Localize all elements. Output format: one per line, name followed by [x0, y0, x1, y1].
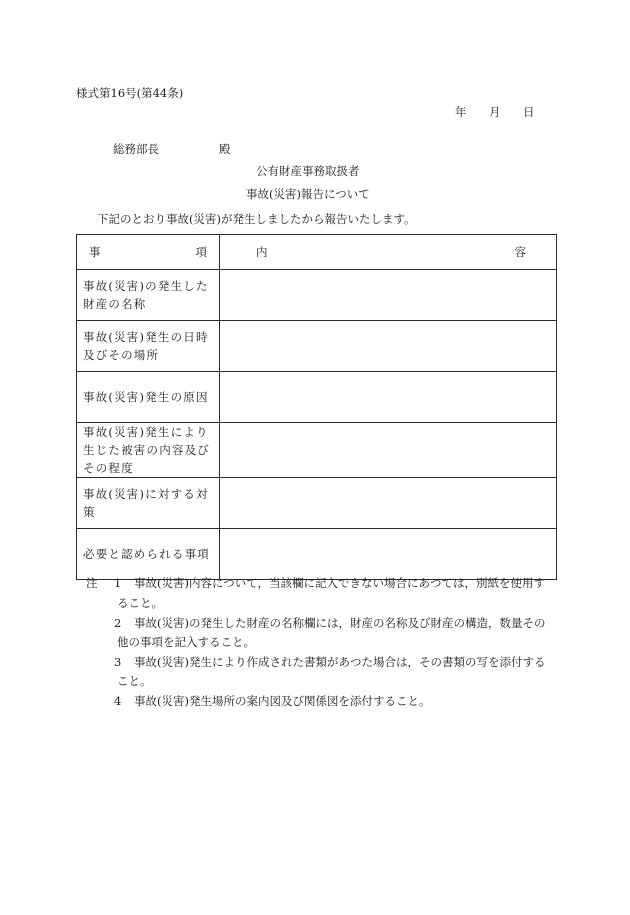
- date-month: 月: [489, 105, 501, 119]
- row-value-field[interactable]: [220, 478, 557, 529]
- table-header-row: [77, 235, 557, 270]
- row-value-field[interactable]: [220, 321, 557, 372]
- note-1: [86, 574, 545, 592]
- date-day: 日: [523, 105, 535, 119]
- note-number: 1: [114, 576, 122, 590]
- note-number: 3: [114, 655, 122, 669]
- note-2: [114, 614, 545, 632]
- row-label: 事故(災害)発生により生じた被害の内容及びその程度: [77, 423, 220, 478]
- note-text-line1: 事故(災害)発生により作成された書類があつた場合は，その書類の写を添付する: [134, 655, 546, 669]
- header-item-char-2: 項: [195, 245, 207, 259]
- note-number: 2: [114, 616, 122, 630]
- note-text-line2: ること。: [117, 596, 163, 610]
- note-text-line1: 事故(災害)の発生した財産の名称欄には，財産の名称及び財産の構造，数量その: [134, 616, 546, 630]
- header-content: [220, 235, 557, 270]
- addressee-honorific: 殿: [219, 142, 231, 156]
- note-text-line2: こと。: [117, 674, 152, 688]
- row-value-field[interactable]: [220, 529, 557, 580]
- row-label: 事故(災害)に対する対策: [77, 478, 220, 529]
- sender: 公有財産事務取扱者: [256, 164, 360, 178]
- row-value-field[interactable]: [220, 423, 557, 478]
- note-text-line1: 事故(災害)内容について，当該欄に記入できない場合にあつては，別紙を使用す: [134, 576, 546, 590]
- table-row: [77, 478, 557, 529]
- note-3-cont: [117, 672, 152, 690]
- table-row: [77, 321, 557, 372]
- row-value-field[interactable]: [220, 372, 557, 423]
- table-row: [77, 529, 557, 580]
- note-text-line1: 事故(災害)発生場所の案内図及び関係図を添付すること。: [134, 694, 431, 708]
- addressee: [113, 141, 231, 157]
- report-table: [76, 234, 557, 580]
- row-label: 事故(災害)発生の日時及びその場所: [77, 321, 220, 372]
- header-content-char-2: 容: [514, 245, 526, 259]
- note-text-line2: 他の事項を記入すること。: [117, 635, 255, 649]
- row-label: 事故(災害)発生の原因: [77, 372, 220, 423]
- document-title: 事故(災害)報告について: [246, 187, 370, 201]
- note-number: 4: [114, 694, 122, 708]
- intro-text: 下記のとおり事故(災害)が発生しましたから報告いたします。: [97, 212, 416, 226]
- notes-marker: 注: [86, 576, 98, 590]
- note-3: [114, 653, 545, 671]
- table-row: [77, 423, 557, 478]
- note-2-cont: [117, 633, 255, 651]
- row-label: 事故(災害)の発生した財産の名称: [77, 270, 220, 321]
- table-row: [77, 372, 557, 423]
- addressee-name: 総務部長: [113, 142, 159, 156]
- form-number: 様式第16号(第44条): [76, 86, 184, 100]
- note-1-cont: [117, 594, 163, 612]
- header-content-char-1: 内: [256, 245, 268, 259]
- header-item: [77, 235, 220, 270]
- header-item-char-1: 事: [89, 245, 101, 259]
- row-label: 必要と認められる事項: [77, 529, 220, 580]
- date-line: [455, 104, 535, 120]
- table-row: [77, 270, 557, 321]
- date-year: 年: [455, 105, 467, 119]
- note-4: [114, 692, 430, 710]
- row-value-field[interactable]: [220, 270, 557, 321]
